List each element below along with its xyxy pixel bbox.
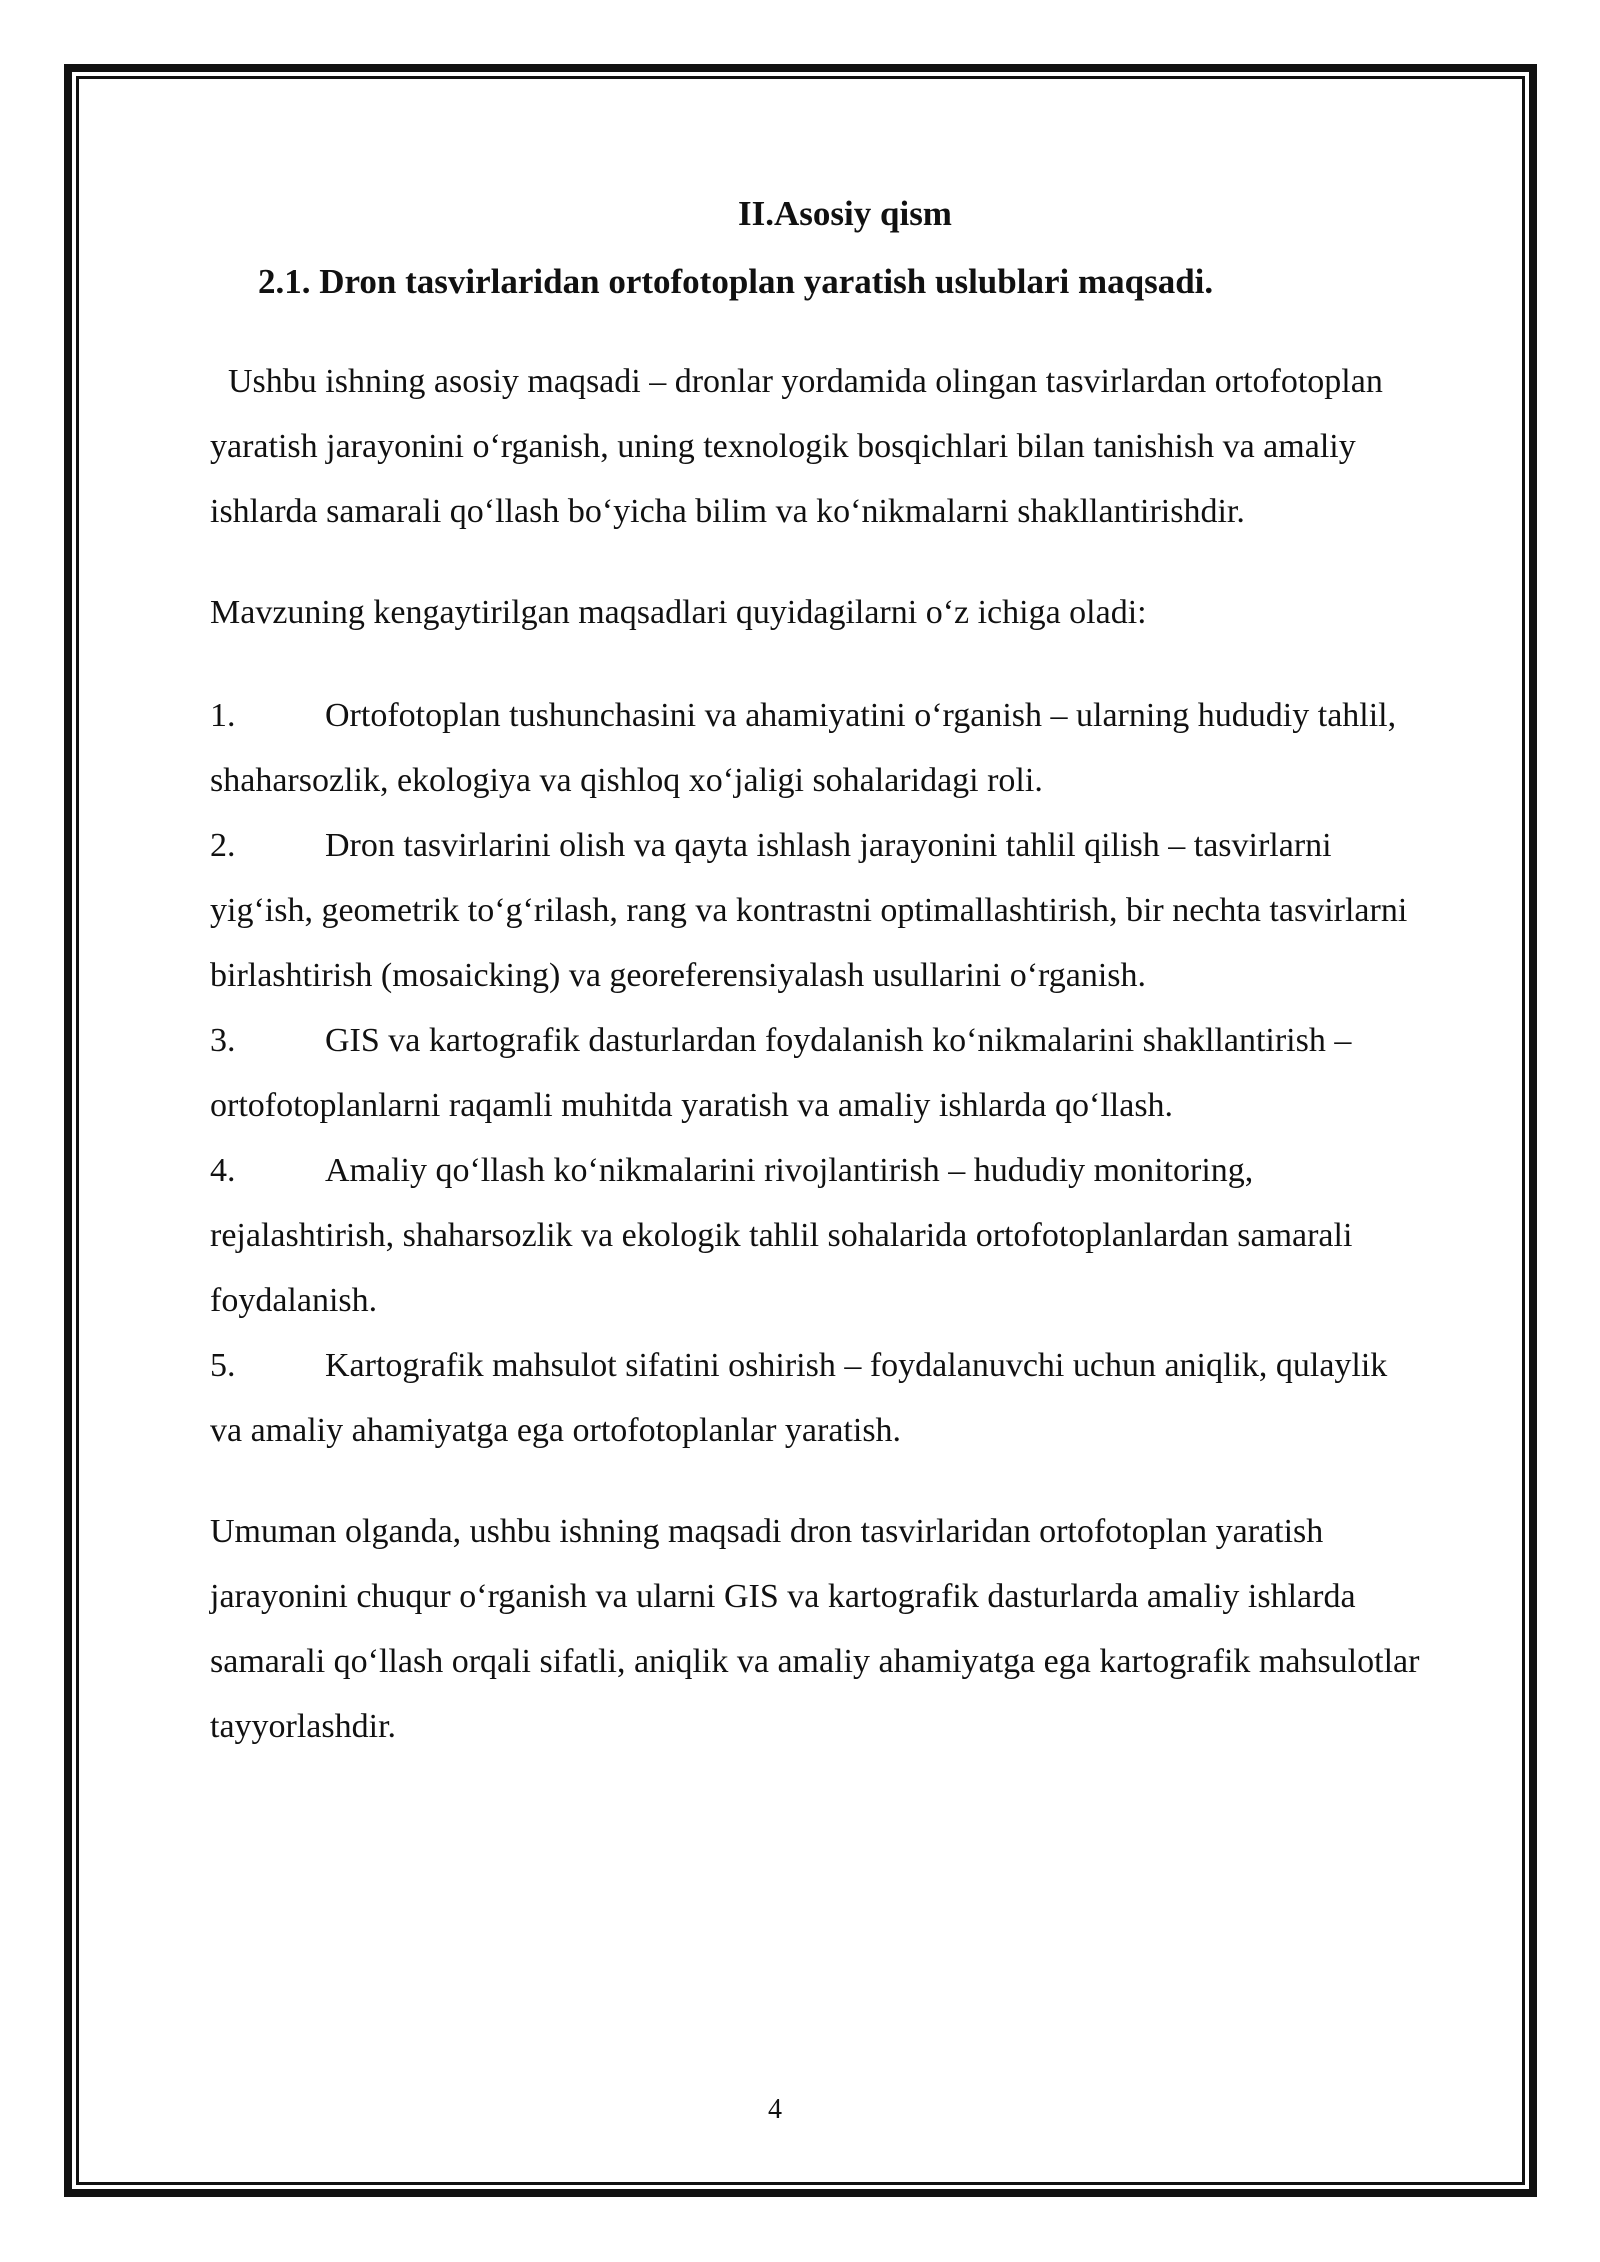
list-item — [210, 1008, 1420, 1138]
list-item-number: 1. — [210, 697, 236, 734]
intro-paragraph: Ushbu ishning asosiy maqsadi – dronlar yordamida olingan tasvirlardan ortofotoplan yaratish jarayonini o‘rganish, uning texnologik bosqichlari bilan tanishish va amaliy ishlarda samarali qo‘llash bo‘yicha bilim va ko‘nikmalarni shakllantirishdir. — [210, 363, 1383, 530]
list-item-text: Amaliy qo‘llash ko‘nikmalarini rivojlantirish – hududiy monitoring, rejalashtirish, shaharsozlik va ekologik tahlil sohalarida ortofotoplanlardan samarali foydalanish. — [210, 1152, 1353, 1319]
section-title: II.Asosiy qism — [738, 194, 952, 233]
list-item-number: 3. — [210, 1022, 236, 1059]
list-item — [210, 1138, 1420, 1333]
list-item-number: 5. — [210, 1347, 236, 1384]
list-item-number: 2. — [210, 827, 236, 864]
list-item — [210, 1333, 1420, 1463]
list-item-text: Ortofotoplan tushunchasini va ahamiyatini o‘rganish – ularning hududiy tahlil, shaharsozlik, ekologiya va qishloq xo‘jaligi sohalaridagi roli. — [210, 697, 1397, 799]
list-item-text: Dron tasvirlarini olish va qayta ishlash jarayonini tahlil qilish – tasvirlarni yig‘ish, geometrik to‘g‘rilash, rang va kontrastni optimallashtirish, bir nechta tasvirlarni birlashtirish (mosaicking) va georeferensiyalash usullarini o‘rganish. — [210, 827, 1408, 994]
summary-paragraph: Umuman olganda, ushbu ishning maqsadi dron tasvirlaridan ortofotoplan yaratish jarayonini chuqur o‘rganish va ularni GIS va kartografik dasturlarda amaliy ishlarda samarali qo‘llash orqali sifatli, aniqlik va amaliy ahamiyatga ega kartografik mahsulotlar tayyorlashdir. — [210, 1513, 1420, 1745]
goals-lead-paragraph: Mavzuning kengaytirilgan maqsadlari quyidagilarni o‘z ichiga oladi: — [210, 594, 1147, 631]
document-body — [210, 190, 1420, 1759]
list-item-text: Kartografik mahsulot sifatini oshirish – foydalanuvchi uchun aniqlik, qulaylik va amaliy ahamiyatga ega ortofotoplanlar yaratish. — [210, 1347, 1388, 1449]
list-item — [210, 683, 1420, 813]
list-item — [210, 813, 1420, 1008]
list-item-text: GIS va kartografik dasturlardan foydalanish ko‘nikmalarini shakllantirish – ortofotoplanlarni raqamli muhitda yaratish va amaliy ishlarda qo‘llash. — [210, 1022, 1352, 1124]
page-number: 4 — [768, 2094, 782, 2125]
list-item-number: 4. — [210, 1152, 236, 1189]
section-subtitle: 2.1. Dron tasvirlaridan ortofotoplan yaratish uslublari maqsadi. — [258, 262, 1214, 301]
goal-list — [210, 683, 1420, 1463]
